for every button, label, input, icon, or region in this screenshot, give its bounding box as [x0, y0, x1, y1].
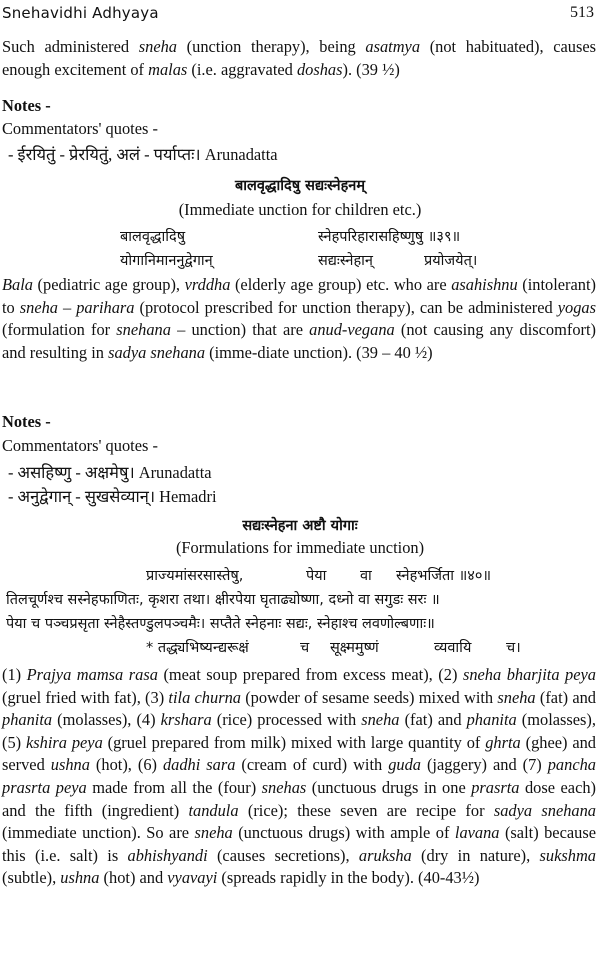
- text-run: (not causing any discomfort) and resulting in: [2, 320, 596, 362]
- text-run: (1): [2, 665, 27, 684]
- text-run: ). (39 ½): [342, 59, 400, 79]
- sanskrit-term: yogas: [557, 297, 596, 317]
- sanskrit-term: ghrta: [485, 732, 521, 752]
- text-run: (meat soup prepared from excess meat), (2): [157, 665, 463, 684]
- verse-line: पेया च पञ्चप्रसृता स्नेहैस्तण्डुलपञ्चमैः। सप्तैते स्नेहनाः सद्यः, स्नेहाश्च लवणोल्बणाः॥: [6, 616, 435, 632]
- section-title-sanskrit: सद्यःस्नेहना अष्टौ योगाः: [242, 518, 358, 534]
- text-run: (jaggery) and (7): [420, 755, 548, 775]
- text-run: made from all the (four): [86, 777, 262, 797]
- verse-line: सूक्ष्ममुष्णं: [330, 640, 379, 656]
- commentator-quote: - ईरयितुं - प्रेरयितुं, अलं - पर्याप्तः। Arunadatta: [8, 145, 278, 164]
- sanskrit-term: sneha: [194, 823, 233, 843]
- verse-line: सद्यःस्नेहान्: [318, 253, 373, 269]
- sanskrit-term: sneha: [361, 710, 400, 730]
- verse-line: प्राज्यमांसरसास्तेषु,: [146, 568, 244, 584]
- text-run: (rice); these seven are recipe for: [238, 800, 494, 820]
- sanskrit-term: sneha: [138, 37, 178, 56]
- sanskrit-term: ushna: [60, 868, 100, 888]
- text-run: (unctuous drugs in one: [306, 777, 472, 797]
- text-run: (powder of sesame seeds) mixed with: [240, 687, 498, 707]
- text-run: (unction therapy), being: [177, 37, 366, 56]
- paragraph-translation-39: [2, 36, 596, 81]
- text-run: (fat) and: [399, 710, 467, 730]
- verse-line: स्नेहभर्जिता ॥४०॥: [396, 568, 492, 584]
- commentator-quote: - असहिष्णु - अक्षमेषु। Arunadatta: [8, 463, 212, 482]
- sanskrit-term: pancha prasrta peya: [2, 755, 596, 797]
- verse-line: व्यवायि: [434, 640, 472, 656]
- text-run: (ghee) and served: [2, 732, 597, 775]
- notes-heading: Notes -: [2, 96, 51, 115]
- verse-line: तिलचूर्णश्च सस्नेहफाणितः, कृशरा तथा। क्षीरपेया घृताढ्योष्णा, दध्नो वा सगुडः सरः ॥: [6, 592, 440, 608]
- text-run: (i.e. aggravated: [187, 59, 297, 79]
- sanskrit-term: tila churna: [168, 687, 241, 707]
- paragraph-translation-39-40: [2, 274, 596, 364]
- sanskrit-term: prasrta: [471, 777, 520, 797]
- verse-line: पेया: [306, 568, 327, 584]
- paragraph-translation-40-43: [2, 664, 596, 890]
- sanskrit-term: snehas: [261, 777, 307, 797]
- sanskrit-term: sukshma: [539, 845, 596, 865]
- sanskrit-term: dadhi sara: [162, 755, 236, 775]
- text-run: (hot) and: [99, 868, 168, 888]
- verse-line: वा: [360, 568, 372, 584]
- sanskrit-term: guda: [388, 755, 421, 775]
- text-run: (elderly age group) etc. who are: [230, 275, 452, 294]
- sanskrit-term: sadya snehana: [493, 800, 596, 820]
- sanskrit-term: anud-vegana: [309, 320, 395, 340]
- text-run: (imme-diate unction). (39 – 40 ½): [205, 342, 433, 362]
- verse-line: प्रयोजयेत्।: [424, 253, 478, 269]
- chapter-title: Snehavidhi Adhyaya: [2, 4, 159, 22]
- text-run: (gruel fried with fat), (3): [2, 687, 169, 707]
- section-title-sanskrit: बालवृद्धादिषु सद्यःस्नेहनम्: [234, 178, 366, 194]
- section-title-english: (Formulations for immediate unction): [175, 538, 425, 557]
- verse-line: बालवृद्धादिषु: [120, 229, 186, 245]
- text-run: (formulation for: [2, 320, 117, 340]
- text-run: (salt) because this (i.e. salt) is: [2, 823, 596, 865]
- text-run: (causes secretions),: [207, 845, 359, 865]
- text-run: (unctuous drugs) with ample of: [232, 823, 455, 843]
- sanskrit-term: phanita: [466, 710, 517, 730]
- sanskrit-term: vrddha: [184, 275, 231, 294]
- verse-line: स्नेहपरिहारासहिष्णुषु ॥३९॥: [318, 229, 461, 245]
- sanskrit-term: Prajya mamsa rasa: [26, 665, 158, 684]
- verse-line: योगानिमाननुद्वेगान्: [120, 253, 213, 269]
- text-run: (pediatric age group),: [32, 275, 185, 294]
- sanskrit-term: aruksha: [358, 845, 412, 865]
- sanskrit-term: sneha – parihara: [19, 297, 135, 317]
- text-run: (rice) processed with: [211, 710, 362, 730]
- verse-line: * तद्ध्यभिष्यन्द्यरूक्षं: [146, 640, 249, 656]
- sanskrit-term: vyavayi: [167, 868, 218, 888]
- sanskrit-term: tandula: [188, 800, 239, 820]
- sanskrit-term: sneha: [497, 687, 536, 707]
- text-run: (molasses), (4): [52, 710, 161, 730]
- text-run: (gruel prepared from milk) mixed with large quantity of: [102, 732, 486, 752]
- text-run: (intolerant) to: [2, 275, 596, 317]
- text-run: (protocol prescribed for unction therapy), can be administered: [134, 297, 558, 317]
- sanskrit-term: asahishnu: [451, 275, 518, 294]
- text-run: (not habituated), causes enough excitement of: [2, 37, 597, 79]
- sanskrit-term: ushna: [50, 755, 90, 775]
- sanskrit-term: lavana: [454, 823, 500, 843]
- text-run: (molasses), (5): [2, 710, 596, 752]
- commentator-quote: - अनुद्वेगान् - सुखसेव्यान्। Hemadri: [8, 487, 217, 506]
- text-run: (dry in nature),: [411, 845, 540, 865]
- page-number: 513: [570, 4, 594, 21]
- verse-line: च।: [506, 640, 521, 656]
- text-run: (cream of curd) with: [235, 755, 389, 775]
- text-run: (spreads rapidly in the body). (40-43½): [217, 868, 480, 888]
- commentators-label: Commentators' quotes -: [2, 436, 158, 455]
- text-run: (subtle),: [2, 868, 61, 888]
- text-run: dose each) and the fifth (ingredient): [2, 777, 597, 820]
- text-run: (fat) and: [535, 687, 596, 707]
- sanskrit-term: krshara: [160, 710, 212, 730]
- sanskrit-term: phanita: [2, 710, 53, 730]
- sanskrit-term: sadya snehana: [108, 342, 206, 362]
- sanskrit-term: sneha bharjita peya: [462, 665, 596, 684]
- text-run: (immediate unction). So are: [2, 823, 195, 843]
- sanskrit-term: Bala: [2, 275, 33, 294]
- sanskrit-term: abhishyandi: [127, 845, 208, 865]
- text-run: – unction) that are: [170, 320, 310, 340]
- running-header: [2, 2, 594, 26]
- sanskrit-term: malas: [148, 59, 188, 79]
- sanskrit-term: asatmya: [365, 37, 421, 56]
- sanskrit-term: snehana: [116, 320, 171, 340]
- section-title-english: (Immediate unction for children etc.): [178, 200, 422, 219]
- text-run: (hot), (6): [89, 755, 163, 775]
- notes-heading: Notes -: [2, 412, 51, 431]
- verse-line: च: [300, 640, 310, 656]
- text-run: Such administered: [2, 37, 139, 56]
- sanskrit-term: doshas: [296, 59, 343, 79]
- sanskrit-term: kshira peya: [25, 732, 103, 752]
- commentators-label: Commentators' quotes -: [2, 119, 158, 138]
